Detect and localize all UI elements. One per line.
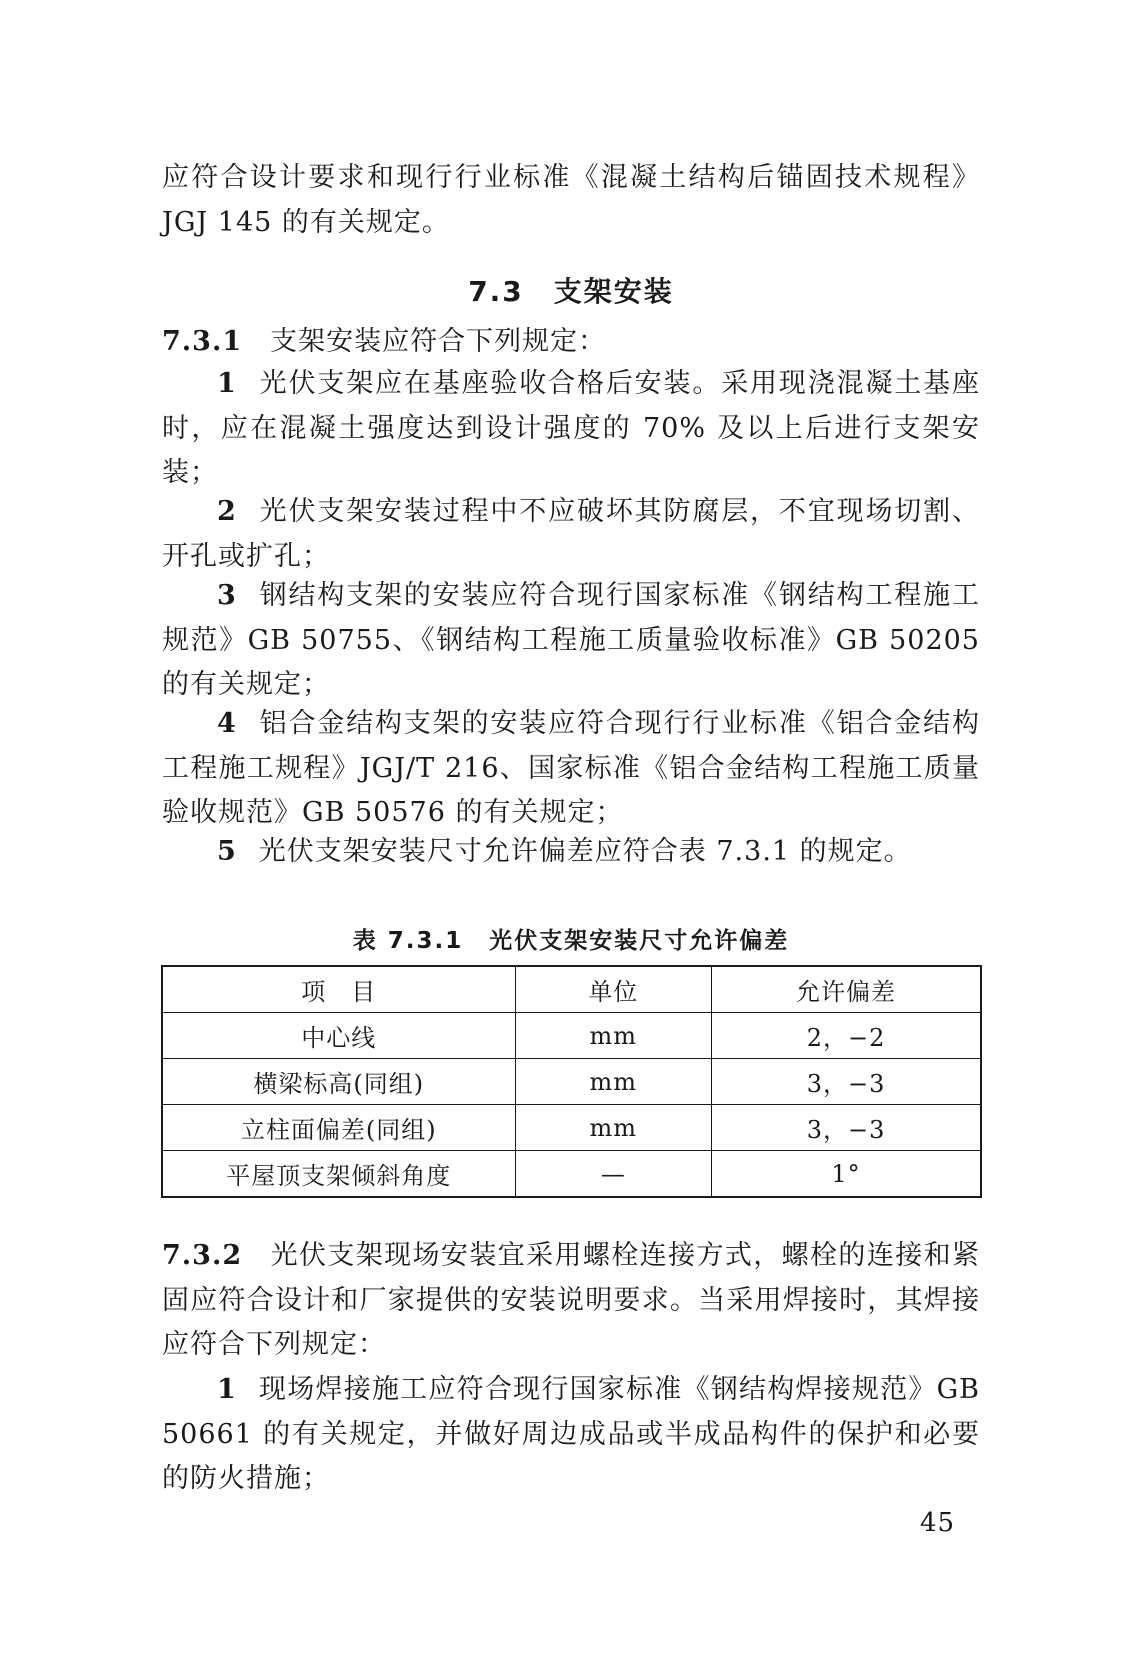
table-header-row <box>162 966 981 1013</box>
table-cell: 3，−3 <box>712 1059 981 1105</box>
item-number: 1 <box>217 368 237 399</box>
clause-number: 7.3.2 <box>162 1240 243 1271</box>
list-item <box>162 490 980 579</box>
list-item <box>162 1368 980 1502</box>
item-number: 5 <box>217 836 237 867</box>
clause-7-3-1 <box>162 320 980 365</box>
table-cell: 横梁标高(同组) <box>162 1059 515 1105</box>
list-item <box>162 574 980 708</box>
item-number: 1 <box>217 1374 237 1405</box>
table-caption-number: 表 7.3.1 <box>352 928 464 954</box>
table-row <box>162 1059 981 1105</box>
item-text: 光伏支架应在基座验收合格后安装。采用现浇混凝土基座时，应在混凝土强度达到设计强度的 70% 及以上后进行支架安装； <box>162 368 980 488</box>
clause-text: 光伏支架现场安装宜采用螺栓连接方式，螺栓的连接和紧固应符合设计和厂家提供的安装说明要求。当采用焊接时，其焊接应符合下列规定： <box>162 1240 980 1360</box>
item-text: 钢结构支架的安装应符合现行国家标准《钢结构工程施工规范》GB 50755、《钢结构工程施工质量验收标准》GB 50205 的有关规定； <box>162 580 980 700</box>
table-cell: 平屋顶支架倾斜角度 <box>162 1151 515 1198</box>
intro-paragraph: 应符合设计要求和现行行业标准《混凝土结构后锚固技术规程》JGJ 145 的有关规定。 <box>162 162 980 238</box>
table-cell: 3，−3 <box>712 1105 981 1151</box>
table-row <box>162 1151 981 1198</box>
table-cell: 中心线 <box>162 1013 515 1059</box>
header-cell-item: 项 目 <box>162 966 515 1013</box>
header-cell-unit: 单位 <box>515 966 712 1013</box>
table-cell: mm <box>515 1013 712 1059</box>
list-item <box>162 702 980 836</box>
table-cell: 2，−2 <box>712 1013 981 1059</box>
item-number: 3 <box>217 580 237 611</box>
section-heading <box>162 270 980 310</box>
table-cell: 立柱面偏差(同组) <box>162 1105 515 1151</box>
list-item <box>162 362 980 496</box>
table-cell: mm <box>515 1105 712 1151</box>
table-cell: mm <box>515 1059 712 1105</box>
section-number: 7.3 <box>468 275 524 308</box>
clause-text: 支架安装应符合下列规定： <box>270 326 607 357</box>
table-row <box>162 1013 981 1059</box>
item-text: 铝合金结构支架的安装应符合现行行业标准《铝合金结构工程施工规程》JGJ/T 216、国家标准《铝合金结构工程施工质量验收规范》GB 50576 的有关规定； <box>162 708 980 828</box>
table-caption-title: 光伏支架安装尺寸允许偏差 <box>489 928 790 954</box>
clause-7-3-2 <box>162 1234 980 1368</box>
deviation-table <box>161 965 982 1198</box>
header-cell-tolerance: 允许偏差 <box>712 966 981 1013</box>
item-number: 2 <box>217 496 237 527</box>
item-number: 4 <box>217 708 237 739</box>
table-cell: — <box>515 1151 712 1198</box>
section-title: 支架安装 <box>553 275 674 308</box>
item-text: 光伏支架安装尺寸允许偏差应符合表 7.3.1 的规定。 <box>258 836 912 867</box>
page-number: 45 <box>920 1508 956 1538</box>
list-item <box>162 830 980 875</box>
table-caption <box>162 922 980 955</box>
item-text: 光伏支架安装过程中不应破坏其防腐层，不宜现场切割、开孔或扩孔； <box>162 496 980 572</box>
clause-number: 7.3.1 <box>162 326 243 357</box>
table-cell: 1° <box>712 1151 981 1198</box>
item-text: 现场焊接施工应符合现行国家标准《钢结构焊接规范》GB 50661 的有关规定，并做好周边成品或半成品构件的保护和必要的防火措施； <box>162 1374 980 1494</box>
table-row <box>162 1105 981 1151</box>
